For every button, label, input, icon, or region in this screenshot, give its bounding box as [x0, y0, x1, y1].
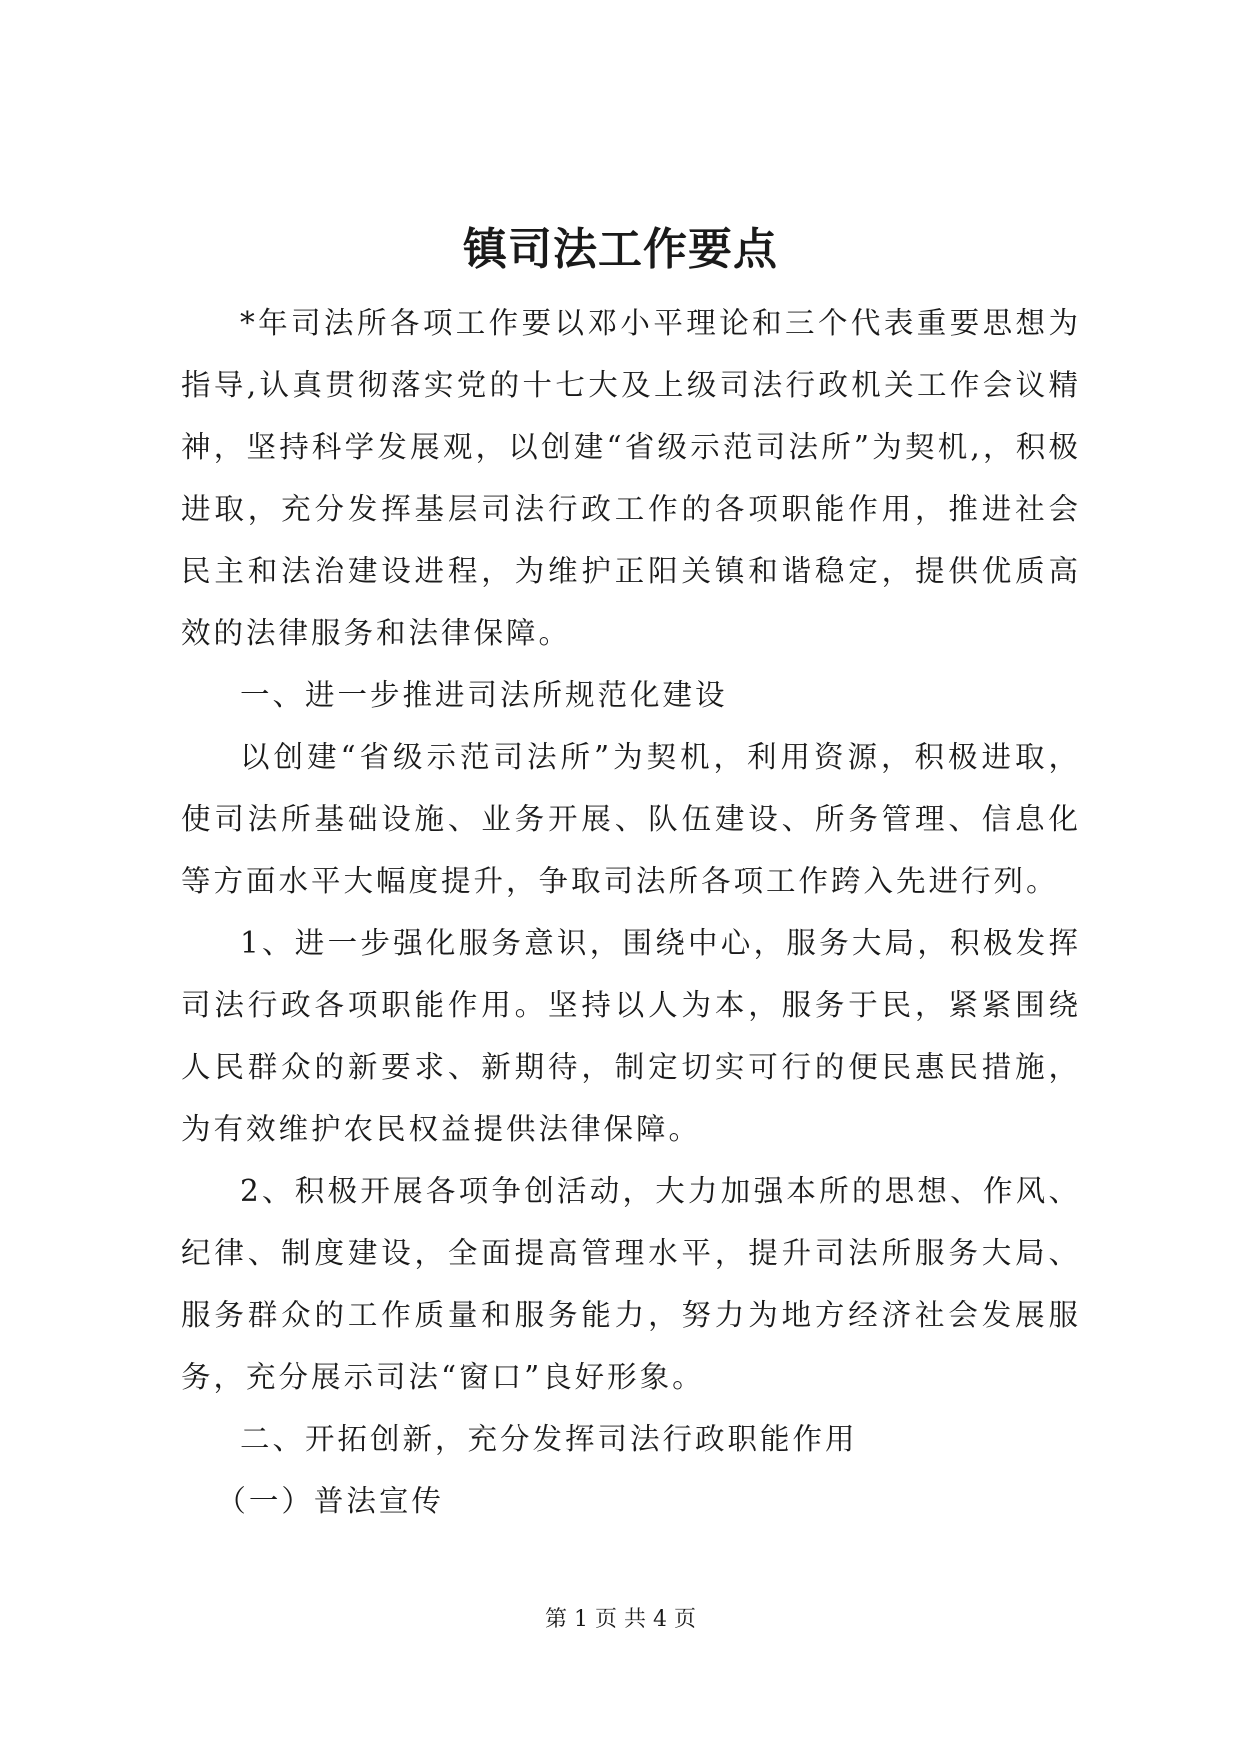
paragraph-section-1: 以创建“省级示范司法所”为契机，利用资源，积极进取，使司法所基础设施、业务开展、队伍建设、所务管理、信息化等方面水平大幅度提升，争取司法所各项工作跨入先进行列。: [181, 740, 1081, 898]
section-heading-1: 一、进一步推进司法所规范化建设: [240, 678, 728, 712]
section-heading-2: 二、开拓创新，充分发挥司法行政职能作用: [240, 1422, 858, 1456]
subsection-heading-1: （一）普法宣传: [216, 1484, 444, 1518]
document-body: [181, 292, 1081, 1532]
paragraph-intro: *年司法所各项工作要以邓小平理论和三个代表重要思想为指导,认真贯彻落实党的十七大及上级司法行政机关工作会议精神，坚持科学发展观，以创建“省级示范司法所”为契机,，积极进取，充分发挥基层司法行政工作的各项职能作用，推进社会民主和法治建设进程，为维护正阳关镇和谐稳定，提供优质高效的法律服务和法律保障。: [181, 306, 1081, 650]
page-footer: 第 1 页 共 4 页: [545, 1607, 696, 1632]
document-title: 镇司法工作要点: [463, 224, 778, 275]
paragraph-item-1: 1、进一步强化服务意识，围绕中心，服务大局，积极发挥司法行政各项职能作用。坚持以人为本，服务于民，紧紧围绕人民群众的新要求、新期待，制定切实可行的便民惠民措施，为有效维护农民权益提供法律保障。: [181, 926, 1081, 1146]
paragraph-item-2: 2、积极开展各项争创活动，大力加强本所的思想、作风、纪律、制度建设，全面提高管理水平，提升司法所服务大局、服务群众的工作质量和服务能力，努力为地方经济社会发展服务，充分展示司法“窗口”良好形象。: [181, 1174, 1081, 1394]
